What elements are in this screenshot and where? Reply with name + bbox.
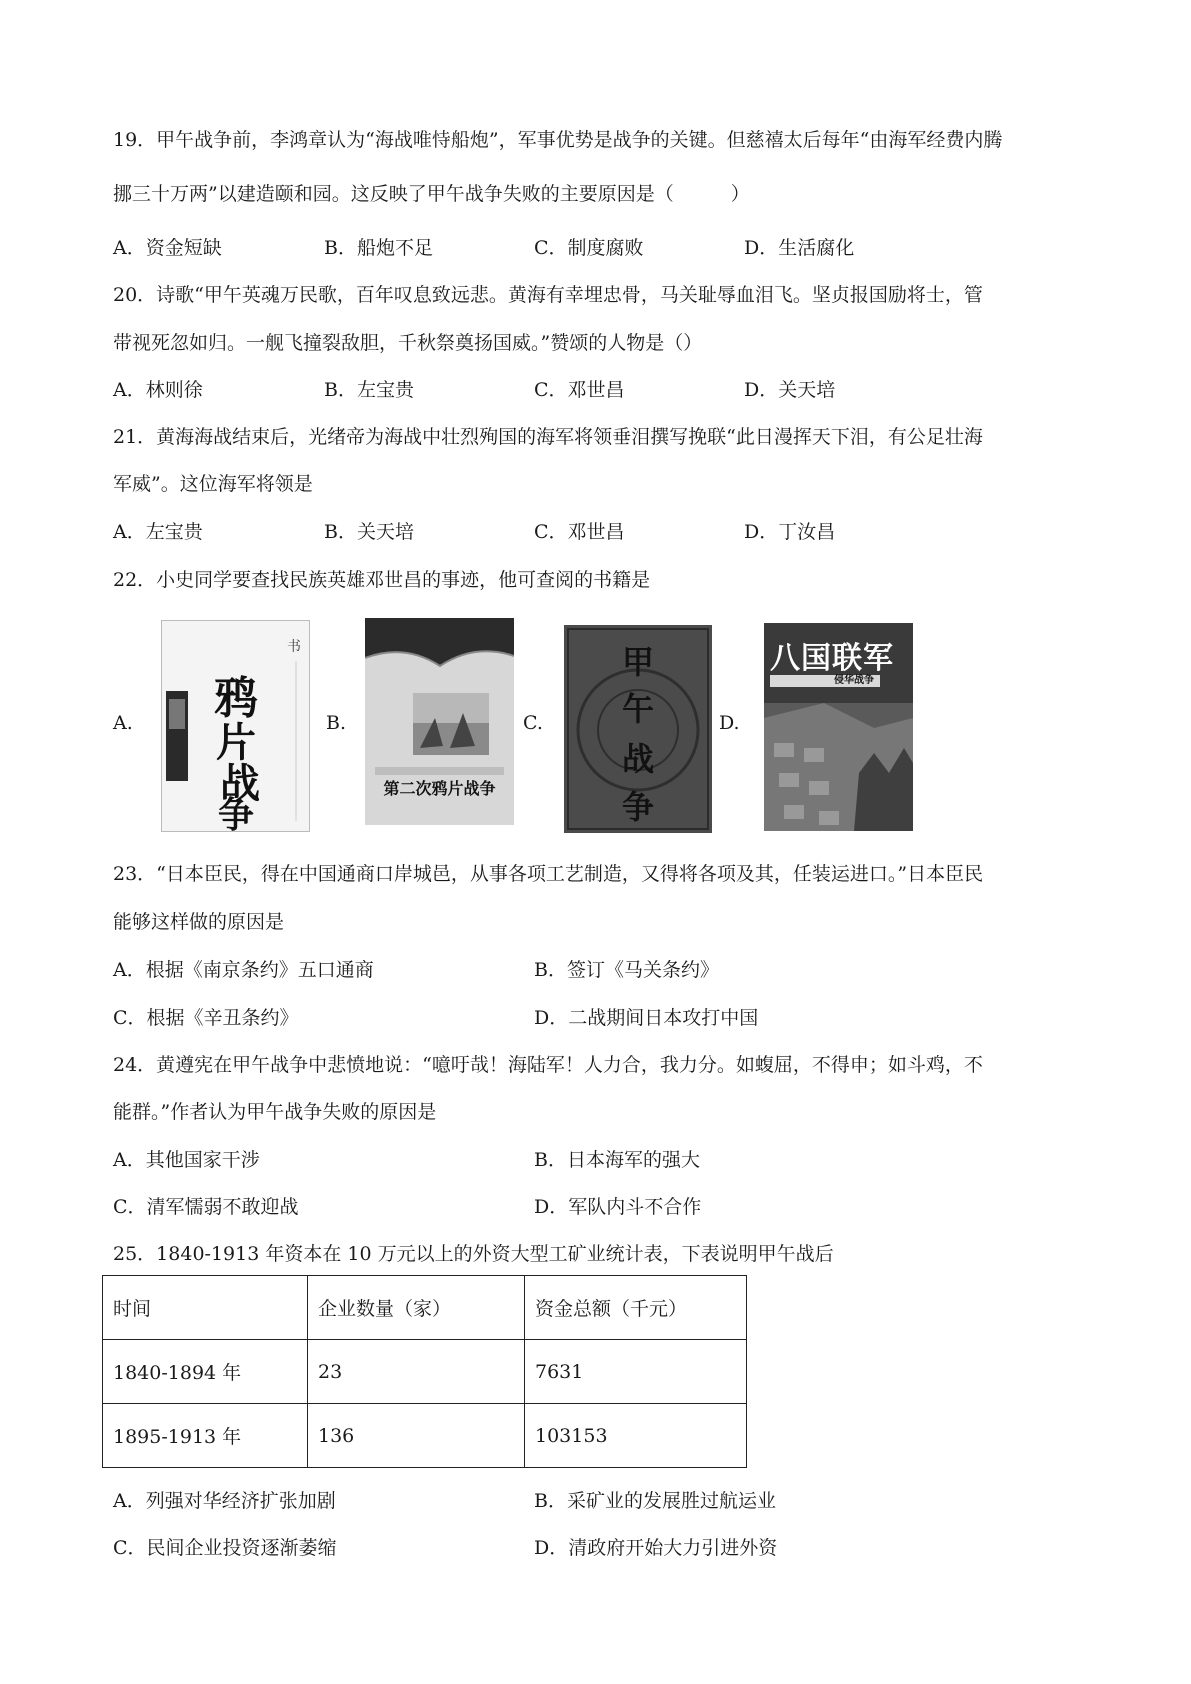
q25-stem: 25．1840-1913 年资本在 10 万元以上的外资大型工矿业统计表，下表说明甲午战后 bbox=[113, 1243, 834, 1265]
q23-stem-line1: 23．“日本臣民，得在中国通商口岸城邑，从事各项工艺制造，又得将各项及其，任装运进口。”日本臣民 bbox=[113, 863, 984, 885]
svg-text:争: 争 bbox=[217, 794, 255, 831]
q22-option-a-label[interactable]: A. bbox=[113, 712, 133, 734]
book-cover-opium-war-art bbox=[162, 621, 309, 831]
table-cell: 7631 bbox=[525, 1340, 747, 1404]
q21-option-c[interactable]: C．邓世昌 bbox=[534, 521, 625, 543]
q22-option-c-label[interactable]: C. bbox=[523, 712, 543, 734]
table-header-row bbox=[103, 1276, 747, 1340]
q25-option-b[interactable]: B．采矿业的发展胜过航运业 bbox=[534, 1490, 776, 1512]
book-cover-opium-war[interactable] bbox=[161, 620, 310, 832]
q21-option-b[interactable]: B．关天培 bbox=[324, 521, 414, 543]
book-cover-second-opium-war[interactable] bbox=[365, 618, 514, 825]
q25-option-d[interactable]: D．清政府开始大力引进外资 bbox=[534, 1537, 778, 1559]
svg-text:甲: 甲 bbox=[621, 643, 655, 681]
table-row bbox=[103, 1404, 747, 1468]
q24-stem-line2: 能群。”作者认为甲午战争失败的原因是 bbox=[113, 1101, 437, 1123]
table-header-cell: 企业数量（家） bbox=[308, 1276, 525, 1340]
q22-stem: 22．小史同学要查找民族英雄邓世昌的事迹，他可查阅的书籍是 bbox=[113, 569, 651, 591]
q24-option-b[interactable]: B．日本海军的强大 bbox=[534, 1149, 700, 1171]
q19-option-b[interactable]: B．船炮不足 bbox=[324, 237, 433, 259]
q21-stem-line2: 军威”。这位海军将领是 bbox=[113, 473, 313, 495]
q20-option-b[interactable]: B．左宝贵 bbox=[324, 379, 414, 401]
q21-stem-line1: 21．黄海海战结束后，光绪帝为海战中壮烈殉国的海军将领垂泪撰写挽联“此日漫挥天下泪，有公足壮海 bbox=[113, 426, 983, 448]
svg-text:片: 片 bbox=[216, 719, 256, 766]
svg-text:战: 战 bbox=[220, 760, 260, 807]
svg-text:午: 午 bbox=[621, 690, 655, 728]
q19-stem-line2: 挪三十万两”以建造颐和园。这反映了甲午战争失败的主要原因是（ ） bbox=[113, 183, 750, 205]
book-cover-eight-nation-alliance-title: 八国联军 bbox=[770, 641, 894, 676]
book-cover-eight-nation-alliance[interactable] bbox=[764, 623, 913, 831]
book-cover-second-opium-war-title: 第二次鸦片战争 bbox=[383, 779, 496, 798]
q20-stem-line1: 20．诗歌“甲午英魂万民歌，百年叹息致远悲。黄海有幸埋忠骨，马关耻辱血泪飞。坚贞报国励将士，管 bbox=[113, 284, 983, 306]
q21-option-a[interactable]: A．左宝贵 bbox=[113, 521, 203, 543]
svg-text:鸦: 鸦 bbox=[214, 673, 258, 724]
q25-option-a[interactable]: A．列强对华经济扩张加剧 bbox=[113, 1490, 336, 1512]
q22-option-d-label[interactable]: D. bbox=[719, 712, 740, 734]
q21-option-d[interactable]: D．丁汝昌 bbox=[744, 521, 836, 543]
q23-option-d[interactable]: D．二战期间日本攻打中国 bbox=[534, 1007, 759, 1029]
table-header-cell: 时间 bbox=[103, 1276, 308, 1340]
table-cell: 1895-1913 年 bbox=[103, 1404, 308, 1468]
table-cell: 103153 bbox=[525, 1404, 747, 1468]
q24-option-a[interactable]: A．其他国家干涉 bbox=[113, 1149, 260, 1171]
q19-option-c[interactable]: C．制度腐败 bbox=[534, 237, 644, 259]
q23-option-a[interactable]: A．根据《南京条约》五口通商 bbox=[113, 959, 374, 981]
q19-stem-line1: 19．甲午战争前，李鸿章认为“海战唯恃船炮”，军事优势是战争的关键。但慈禧太后每年“由海军经费内腾 bbox=[113, 129, 1003, 151]
table-cell: 1840-1894 年 bbox=[103, 1340, 308, 1404]
q20-option-c[interactable]: C．邓世昌 bbox=[534, 379, 625, 401]
book-cover-sino-japanese-war-art bbox=[564, 625, 712, 833]
q23-option-b[interactable]: B．签订《马关条约》 bbox=[534, 959, 719, 981]
q25-option-c[interactable]: C．民间企业投资逐渐萎缩 bbox=[113, 1537, 337, 1559]
q25-stats-table bbox=[102, 1275, 747, 1468]
q20-option-d[interactable]: D．关天培 bbox=[744, 379, 836, 401]
q20-stem-line2: 带视死忽如归。一舰飞撞裂敌胆，千秋祭奠扬国威。”赞颂的人物是（） bbox=[113, 332, 703, 354]
q23-option-c[interactable]: C．根据《辛丑条约》 bbox=[113, 1007, 299, 1029]
q19-option-d[interactable]: D．生活腐化 bbox=[744, 237, 855, 259]
table-header-cell: 资金总额（千元） bbox=[525, 1276, 747, 1340]
svg-text:战: 战 bbox=[621, 740, 655, 778]
q24-stem-line1: 24．黄遵宪在甲午战争中悲愤地说：“噫吁哉！海陆军！人力合，我力分。如蝮屈，不得申；如斗鸡，不 bbox=[113, 1054, 983, 1076]
svg-text:书: 书 bbox=[287, 639, 301, 655]
q23-stem-line2: 能够这样做的原因是 bbox=[113, 911, 285, 933]
book-cover-sino-japanese-war[interactable] bbox=[564, 625, 712, 833]
table-cell: 23 bbox=[308, 1340, 525, 1404]
table-cell: 136 bbox=[308, 1404, 525, 1468]
q20-option-a[interactable]: A．林则徐 bbox=[113, 379, 203, 401]
q22-option-b-label[interactable]: B. bbox=[326, 712, 347, 734]
book-cover-eight-nation-alliance-subtitle: 侵华战争 bbox=[834, 675, 874, 686]
svg-text:争: 争 bbox=[621, 788, 655, 826]
q24-option-d[interactable]: D．军队内斗不合作 bbox=[534, 1196, 702, 1218]
q19-option-a[interactable]: A．资金短缺 bbox=[113, 237, 222, 259]
table-row bbox=[103, 1340, 747, 1404]
q24-option-c[interactable]: C．清军懦弱不敢迎战 bbox=[113, 1196, 299, 1218]
